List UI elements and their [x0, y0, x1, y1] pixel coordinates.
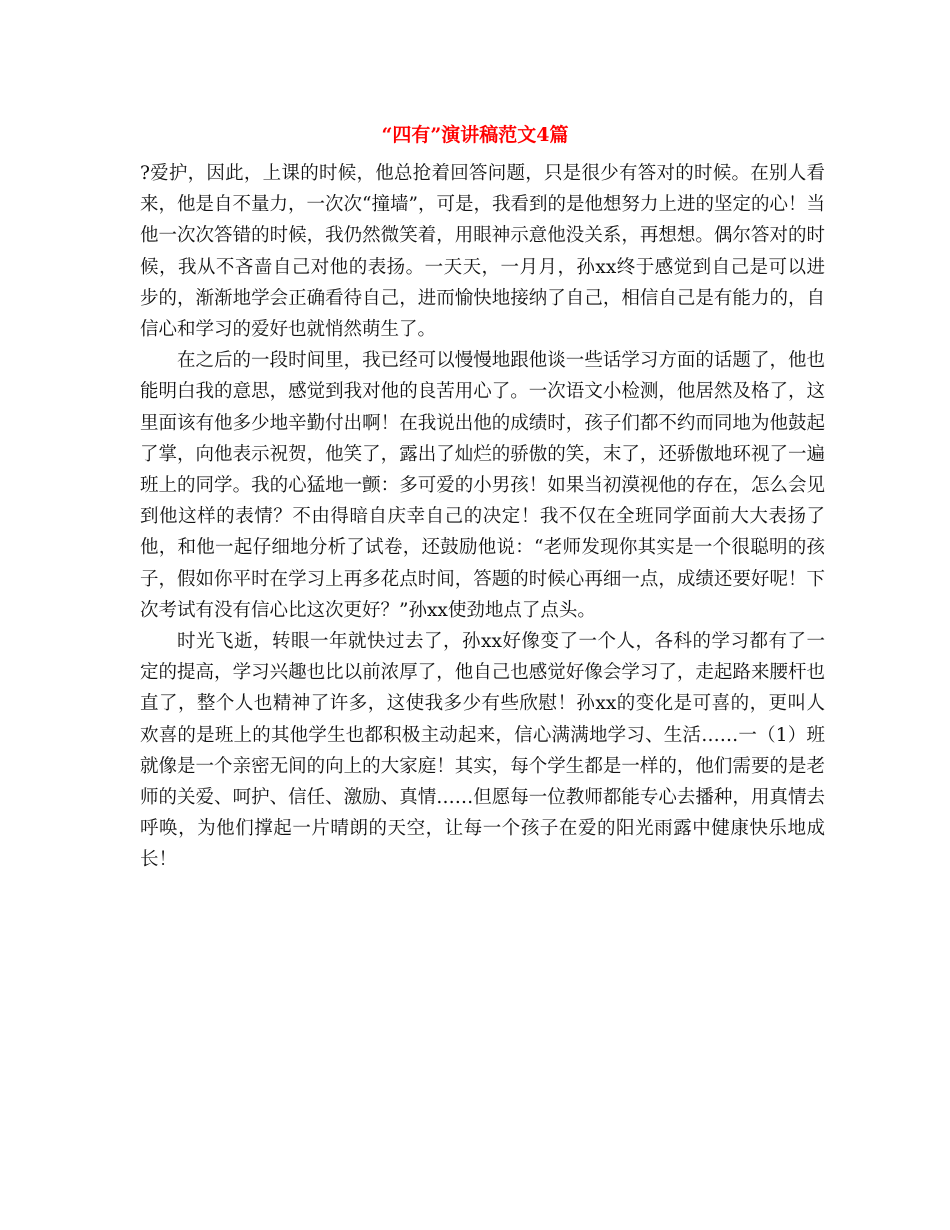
document-body — [140, 158, 825, 876]
paragraph-3: 时光飞逝，转眼一年就快过去了，孙xx好像变了一个人，各科的学习都有了一定的提高，学习兴趣也比以前浓厚了，他自己也感觉好像会学习了，走起路来腰杆也直了，整个人也精神了许多，这使我多少有些欣慰！孙xx的变化是可喜的，更叫人欢喜的是班上的其他学生也都积极主动起来，信心满满地学习、生活……一（1）班就像是一个亲密无间的向上的大家庭！其实，每个学生都是一样的，他们需要的是老师的关爱、呵护、信任、激励、真情……但愿每一位教师都能专心去播种，用真情去呼唤，为他们撑起一片晴朗的天空，让每一个孩子在爱的阳光雨露中健康快乐地成长！ — [140, 631, 825, 871]
document-title: “四有”演讲稿范文4篇 — [381, 124, 569, 146]
paragraph-1: ?爱护，因此，上课的时候，他总抢着回答问题，只是很少有答对的时候。在别人看来，他是自不量力，一次次“撞墙”，可是，我看到的是他想努力上进的坚定的心！当他一次次答错的时候，我仍然微笑着，用眼神示意他没关系，再想想。偶尔答对的时候，我从不吝啬自己对他的表扬。一天天，一月月，孙xx终于感觉到自己是可以进步的，渐渐地学会正确看待自己，进而愉快地接纳了自己，相信自己是有能力的，自信心和学习的爱好也就悄然萌生了。 — [140, 163, 825, 341]
paragraph-2: 在之后的一段时间里，我已经可以慢慢地跟他谈一些话学习方面的话题了，他也能明白我的意思，感觉到我对他的良苦用心了。一次语文小检测，他居然及格了，这里面该有他多少地辛勤付出啊！在我说出他的成绩时，孩子们都不约而同地为他鼓起了掌，向他表示祝贺，他笑了，露出了灿烂的骄傲的笑，末了，还骄傲地环视了一遍班上的同学。我的心猛地一颤：多可爱的小男孩！如果当初漠视他的存在，怎么会见到他这样的表情？不由得暗自庆幸自己的决定！我不仅在全班同学面前大大表扬了他，和他一起仔细地分析了试卷，还鼓励他说：“老师发现你其实是一个很聪明的孩子，假如你平时在学习上再多花点时间，答题的时候心再细一点，成绩还要好呢！下次考试有没有信心比这次更好？”孙xx使劲地点了点头。 — [140, 350, 825, 621]
